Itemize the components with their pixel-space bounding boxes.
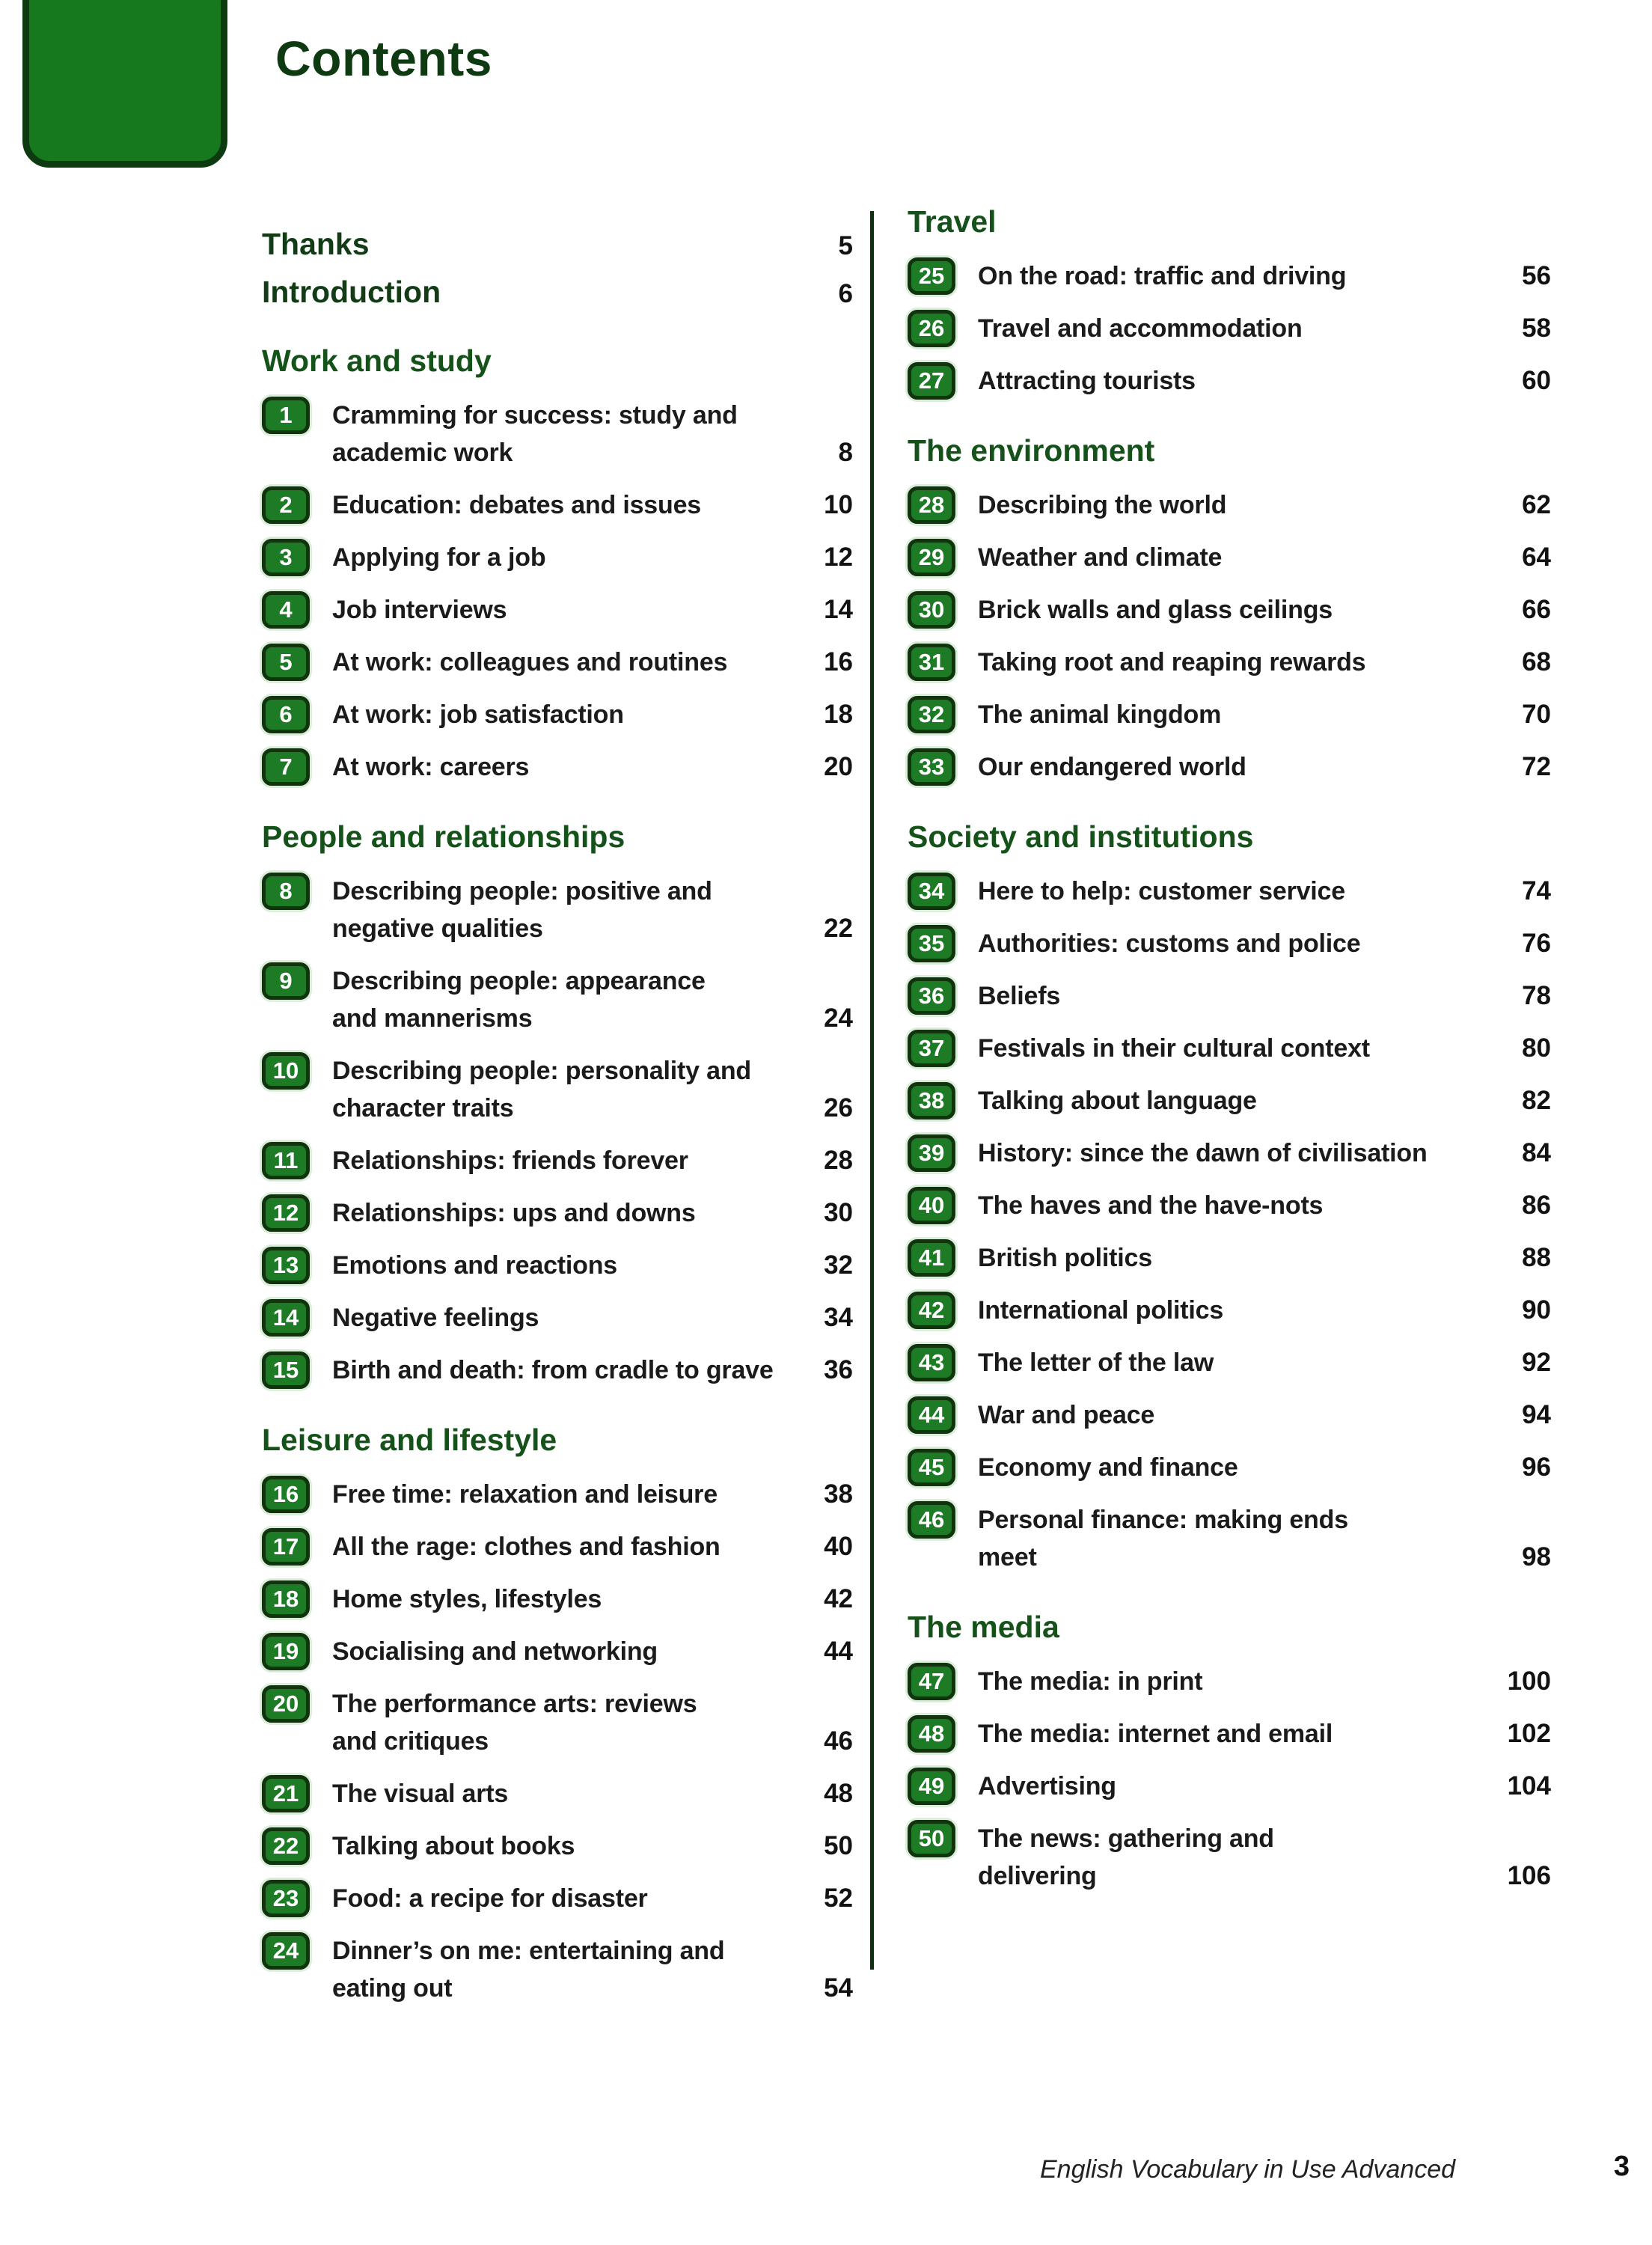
toc-entry bbox=[262, 1476, 853, 1513]
unit-page-number: 100 bbox=[1507, 1667, 1551, 1696]
unit-number-badge: 29 bbox=[908, 539, 955, 576]
unit-page-number: 94 bbox=[1522, 1400, 1551, 1429]
unit-page-number: 24 bbox=[824, 1004, 853, 1033]
unit-title: At work: careers bbox=[332, 753, 530, 781]
toc-entry bbox=[262, 1580, 853, 1618]
toc-entry bbox=[262, 1827, 853, 1865]
toc-entry bbox=[262, 962, 853, 1037]
unit-title: Attracting tourists bbox=[978, 367, 1196, 395]
toc-entry bbox=[262, 1052, 853, 1127]
unit-number-badge: 48 bbox=[908, 1715, 955, 1753]
unit-title: Our endangered world bbox=[978, 753, 1246, 781]
unit-title: Home styles, lifestyles bbox=[332, 1585, 602, 1613]
front-entry-label: Introduction bbox=[262, 275, 441, 309]
unit-page-number: 48 bbox=[824, 1779, 853, 1808]
front-entry-label: Thanks bbox=[262, 227, 370, 261]
unit-number-badge: 42 bbox=[908, 1292, 955, 1329]
unit-number-badge: 16 bbox=[262, 1476, 310, 1513]
toc-entry bbox=[262, 644, 853, 681]
toc-entry bbox=[262, 1142, 853, 1179]
unit-title: The media: internet and email bbox=[978, 1720, 1333, 1748]
unit-page-number: 102 bbox=[1507, 1719, 1551, 1748]
unit-number-badge: 23 bbox=[262, 1880, 310, 1917]
unit-number-badge: 14 bbox=[262, 1299, 310, 1337]
toc-entry bbox=[908, 1449, 1551, 1486]
unit-number-badge: 6 bbox=[262, 696, 310, 733]
unit-page-number: 10 bbox=[824, 490, 853, 519]
toc-entry bbox=[262, 1351, 853, 1389]
toc-entry bbox=[262, 696, 853, 733]
toc-entry bbox=[908, 1292, 1551, 1329]
unit-title: War and peace bbox=[978, 1401, 1155, 1429]
toc-entry bbox=[908, 1768, 1551, 1805]
unit-number-badge: 8 bbox=[262, 873, 310, 910]
unit-page-number: 12 bbox=[824, 543, 853, 572]
toc-entry bbox=[908, 486, 1551, 524]
unit-page-number: 58 bbox=[1522, 314, 1551, 343]
unit-number-badge: 43 bbox=[908, 1344, 955, 1381]
unit-page-number: 92 bbox=[1522, 1348, 1551, 1377]
unit-number-badge: 9 bbox=[262, 962, 310, 1000]
unit-number-badge: 46 bbox=[908, 1501, 955, 1539]
unit-page-number: 50 bbox=[824, 1831, 853, 1860]
unit-title: Socialising and networking bbox=[332, 1637, 658, 1666]
unit-title: British politics bbox=[978, 1244, 1152, 1272]
unit-title: The letter of the law bbox=[978, 1348, 1214, 1377]
unit-page-number: 20 bbox=[824, 752, 853, 781]
unit-page-number: 78 bbox=[1522, 981, 1551, 1010]
unit-page-number: 60 bbox=[1522, 366, 1551, 395]
toc-entry bbox=[262, 1247, 853, 1284]
unit-page-number: 52 bbox=[824, 1884, 853, 1913]
unit-title: At work: job satisfaction bbox=[332, 700, 624, 729]
section-heading: Society and institutions bbox=[908, 819, 1254, 854]
toc-entry bbox=[908, 925, 1551, 962]
unit-page-number: 72 bbox=[1522, 752, 1551, 781]
unit-number-badge: 34 bbox=[908, 873, 955, 910]
unit-title: Brick walls and glass ceilings bbox=[978, 596, 1333, 624]
section-heading: The environment bbox=[908, 433, 1155, 468]
unit-title: Education: debates and issues bbox=[332, 491, 701, 519]
unit-number-badge: 50 bbox=[908, 1820, 955, 1857]
unit-page-number: 38 bbox=[824, 1479, 853, 1509]
unit-number-badge: 5 bbox=[262, 644, 310, 681]
unit-title: On the road: traffic and driving bbox=[978, 262, 1347, 290]
unit-title: The performance arts: reviews and critiques bbox=[332, 1690, 697, 1756]
unit-title: Dinner’s on me: entertaining and eating out bbox=[332, 1937, 725, 2003]
unit-title: The media: in print bbox=[978, 1667, 1203, 1696]
unit-title: International politics bbox=[978, 1296, 1224, 1325]
unit-number-badge: 40 bbox=[908, 1187, 955, 1224]
toc-entry bbox=[908, 257, 1551, 295]
section-heading: Leisure and lifestyle bbox=[262, 1423, 557, 1457]
unit-title: Describing people: appearance and mannerisms bbox=[332, 967, 706, 1033]
page-number: 5 bbox=[838, 231, 853, 260]
unit-number-badge: 44 bbox=[908, 1396, 955, 1434]
unit-page-number: 44 bbox=[824, 1637, 853, 1666]
chapter-tab-decoration bbox=[22, 0, 227, 168]
unit-title: Relationships: friends forever bbox=[332, 1146, 688, 1175]
unit-number-badge: 30 bbox=[908, 591, 955, 629]
unit-number-badge: 22 bbox=[262, 1827, 310, 1865]
unit-page-number: 98 bbox=[1522, 1542, 1551, 1572]
unit-title: Describing the world bbox=[978, 491, 1227, 519]
toc-entry bbox=[262, 1932, 853, 2007]
unit-number-badge: 36 bbox=[908, 977, 955, 1015]
unit-page-number: 62 bbox=[1522, 490, 1551, 519]
unit-title: Cramming for success: study and academic work bbox=[332, 401, 738, 467]
section-heading: People and relationships bbox=[262, 819, 625, 854]
toc-entry bbox=[908, 748, 1551, 786]
toc-entry bbox=[262, 1775, 853, 1812]
unit-number-badge: 37 bbox=[908, 1030, 955, 1067]
unit-title: Authorities: customs and police bbox=[978, 929, 1361, 958]
toc-entry bbox=[908, 1501, 1551, 1576]
unit-page-number: 8 bbox=[838, 438, 853, 467]
unit-title: Travel and accommodation bbox=[978, 314, 1303, 343]
toc-entry bbox=[262, 1633, 853, 1670]
toc-entry bbox=[908, 1344, 1551, 1381]
unit-title: Economy and finance bbox=[978, 1453, 1238, 1482]
toc-entry bbox=[262, 397, 853, 471]
toc-entry bbox=[262, 539, 853, 576]
unit-title: Talking about books bbox=[332, 1832, 575, 1860]
footer-page-number: 3 bbox=[1613, 2151, 1630, 2182]
section-heading: The media bbox=[908, 1610, 1059, 1644]
unit-page-number: 88 bbox=[1522, 1243, 1551, 1272]
unit-number-badge: 39 bbox=[908, 1134, 955, 1172]
unit-title: Personal finance: making ends meet bbox=[978, 1506, 1348, 1572]
toc-entry bbox=[908, 1820, 1551, 1895]
unit-title: Applying for a job bbox=[332, 543, 546, 572]
unit-title: Food: a recipe for disaster bbox=[332, 1884, 648, 1913]
unit-page-number: 32 bbox=[824, 1250, 853, 1280]
toc-entry bbox=[908, 696, 1551, 733]
unit-number-badge: 45 bbox=[908, 1449, 955, 1486]
unit-number-badge: 7 bbox=[262, 748, 310, 786]
unit-page-number: 84 bbox=[1522, 1138, 1551, 1167]
unit-title: Negative feelings bbox=[332, 1304, 539, 1332]
toc-entry bbox=[908, 1396, 1551, 1434]
unit-number-badge: 28 bbox=[908, 486, 955, 524]
unit-number-badge: 1 bbox=[262, 397, 310, 434]
unit-number-badge: 3 bbox=[262, 539, 310, 576]
unit-title: History: since the dawn of civilisation bbox=[978, 1139, 1428, 1167]
section-heading: Travel bbox=[908, 204, 997, 239]
unit-page-number: 90 bbox=[1522, 1295, 1551, 1325]
unit-number-badge: 21 bbox=[262, 1775, 310, 1812]
unit-title: Talking about language bbox=[978, 1087, 1257, 1115]
unit-number-badge: 12 bbox=[262, 1194, 310, 1232]
contents-right-column bbox=[908, 204, 1551, 1910]
column-divider bbox=[870, 211, 874, 1970]
toc-entry bbox=[262, 1685, 853, 1760]
footer-book-title: English Vocabulary in Use Advanced bbox=[1040, 2155, 1456, 2184]
unit-title: Advertising bbox=[978, 1772, 1116, 1800]
unit-page-number: 64 bbox=[1522, 543, 1551, 572]
unit-number-badge: 19 bbox=[262, 1633, 310, 1670]
toc-entry bbox=[908, 977, 1551, 1015]
unit-number-badge: 38 bbox=[908, 1082, 955, 1120]
unit-page-number: 86 bbox=[1522, 1191, 1551, 1220]
toc-front-entry bbox=[262, 274, 853, 310]
unit-page-number: 40 bbox=[824, 1532, 853, 1561]
unit-title: Free time: relaxation and leisure bbox=[332, 1480, 718, 1509]
unit-title: Job interviews bbox=[332, 596, 507, 624]
unit-page-number: 70 bbox=[1522, 700, 1551, 729]
unit-number-badge: 2 bbox=[262, 486, 310, 524]
unit-number-badge: 20 bbox=[262, 1685, 310, 1723]
unit-page-number: 80 bbox=[1522, 1033, 1551, 1063]
toc-entry bbox=[908, 1663, 1551, 1700]
unit-title: The animal kingdom bbox=[978, 700, 1222, 729]
toc-entry bbox=[262, 1194, 853, 1232]
toc-entry bbox=[908, 873, 1551, 910]
unit-page-number: 22 bbox=[824, 914, 853, 943]
unit-page-number: 106 bbox=[1507, 1861, 1551, 1890]
unit-page-number: 82 bbox=[1522, 1086, 1551, 1115]
toc-entry bbox=[908, 644, 1551, 681]
toc-entry bbox=[262, 591, 853, 629]
unit-title: Festivals in their cultural context bbox=[978, 1034, 1370, 1063]
unit-number-badge: 4 bbox=[262, 591, 310, 629]
unit-number-badge: 10 bbox=[262, 1052, 310, 1090]
unit-page-number: 30 bbox=[824, 1198, 853, 1227]
unit-number-badge: 11 bbox=[262, 1142, 310, 1179]
unit-page-number: 56 bbox=[1522, 261, 1551, 290]
unit-page-number: 96 bbox=[1522, 1453, 1551, 1482]
unit-title: The haves and the have-nots bbox=[978, 1191, 1324, 1220]
unit-page-number: 36 bbox=[824, 1355, 853, 1384]
unit-title: Describing people: personality and character traits bbox=[332, 1057, 751, 1122]
unit-page-number: 42 bbox=[824, 1584, 853, 1613]
toc-entry bbox=[908, 1082, 1551, 1120]
unit-number-badge: 27 bbox=[908, 362, 955, 400]
toc-entry bbox=[908, 1030, 1551, 1067]
unit-title: The visual arts bbox=[332, 1780, 509, 1808]
unit-page-number: 34 bbox=[824, 1303, 853, 1332]
unit-number-badge: 47 bbox=[908, 1663, 955, 1700]
toc-entry bbox=[908, 310, 1551, 347]
unit-number-badge: 18 bbox=[262, 1580, 310, 1618]
toc-entry bbox=[262, 748, 853, 786]
unit-page-number: 28 bbox=[824, 1146, 853, 1175]
unit-page-number: 66 bbox=[1522, 595, 1551, 624]
unit-title: Emotions and reactions bbox=[332, 1251, 618, 1280]
unit-title: At work: colleagues and routines bbox=[332, 648, 728, 676]
unit-title: The news: gathering and delivering bbox=[978, 1824, 1274, 1890]
toc-entry bbox=[908, 1187, 1551, 1224]
unit-number-badge: 25 bbox=[908, 257, 955, 295]
toc-entry bbox=[908, 539, 1551, 576]
unit-page-number: 68 bbox=[1522, 647, 1551, 676]
unit-page-number: 16 bbox=[824, 647, 853, 676]
toc-entry bbox=[908, 1715, 1551, 1753]
unit-number-badge: 26 bbox=[908, 310, 955, 347]
unit-page-number: 18 bbox=[824, 700, 853, 729]
unit-number-badge: 13 bbox=[262, 1247, 310, 1284]
unit-page-number: 46 bbox=[824, 1726, 853, 1756]
unit-number-badge: 35 bbox=[908, 925, 955, 962]
contents-left-column bbox=[262, 226, 853, 2022]
unit-number-badge: 15 bbox=[262, 1351, 310, 1389]
unit-number-badge: 17 bbox=[262, 1528, 310, 1566]
unit-number-badge: 33 bbox=[908, 748, 955, 786]
unit-title: Relationships: ups and downs bbox=[332, 1199, 696, 1227]
unit-page-number: 74 bbox=[1522, 876, 1551, 905]
unit-title: All the rage: clothes and fashion bbox=[332, 1533, 721, 1561]
unit-title: Weather and climate bbox=[978, 543, 1223, 572]
toc-entry bbox=[262, 873, 853, 947]
unit-number-badge: 24 bbox=[262, 1932, 310, 1970]
toc-entry bbox=[908, 591, 1551, 629]
unit-page-number: 54 bbox=[824, 1973, 853, 2003]
unit-number-badge: 41 bbox=[908, 1239, 955, 1277]
unit-page-number: 76 bbox=[1522, 929, 1551, 958]
toc-entry bbox=[262, 1528, 853, 1566]
toc-entry bbox=[262, 1299, 853, 1337]
unit-page-number: 14 bbox=[824, 595, 853, 624]
unit-title: Here to help: customer service bbox=[978, 877, 1345, 905]
unit-page-number: 104 bbox=[1507, 1771, 1551, 1800]
unit-title: Describing people: positive and negative qualities bbox=[332, 877, 712, 943]
toc-entry bbox=[908, 362, 1551, 400]
page-number: 6 bbox=[838, 279, 853, 308]
toc-entry bbox=[262, 1880, 853, 1917]
toc-entry bbox=[262, 486, 853, 524]
unit-number-badge: 49 bbox=[908, 1768, 955, 1805]
section-heading: Work and study bbox=[262, 343, 492, 378]
unit-title: Birth and death: from cradle to grave bbox=[332, 1356, 774, 1384]
unit-title: Beliefs bbox=[978, 982, 1061, 1010]
toc-front-entry bbox=[262, 226, 853, 262]
unit-title: Taking root and reaping rewards bbox=[978, 648, 1366, 676]
unit-number-badge: 31 bbox=[908, 644, 955, 681]
unit-number-badge: 32 bbox=[908, 696, 955, 733]
toc-entry bbox=[908, 1239, 1551, 1277]
page-title: Contents bbox=[275, 31, 492, 86]
toc-entry bbox=[908, 1134, 1551, 1172]
unit-page-number: 26 bbox=[824, 1093, 853, 1122]
